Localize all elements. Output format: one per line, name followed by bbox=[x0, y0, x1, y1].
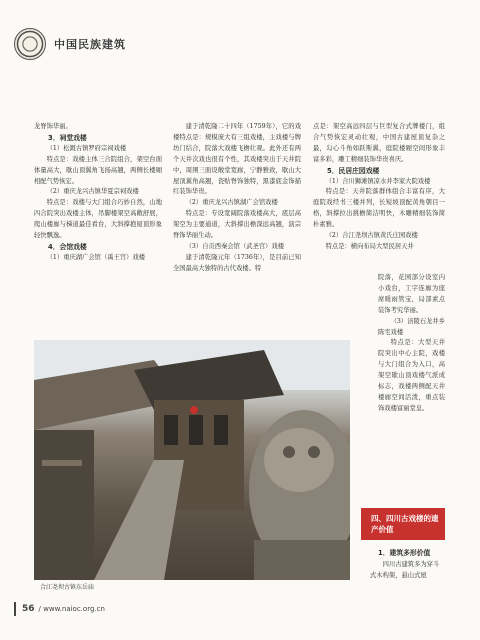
paragraph: 特点是：大型天井院突出中心主院，戏楼与大门组合为入口，高架空歇山顶戏楼气派成标志，戏楼两侧配天井楼廊空间活泼，重点装饰戏楼富丽堂皇。 bbox=[378, 339, 445, 412]
journal-title: 中国民族建筑 bbox=[54, 38, 126, 51]
column-1 bbox=[34, 122, 162, 264]
section-title-box: 四、四川古戏楼的遗产价值 bbox=[361, 508, 445, 540]
subsection-heading: 1．建筑多形价值 bbox=[378, 549, 431, 557]
page-footer bbox=[14, 602, 105, 616]
footer-separator: / bbox=[38, 605, 44, 613]
paragraph: 点是：架空高远四层与巨型复合式牌楼门，组合气势恢宏灵动壮观，中国古建屋顶复杂之最，勾心斗角如跃斯翼，庭院楼厢空间形象丰富多彩，雕工精细装饰华贵喜庆。 bbox=[313, 123, 445, 163]
paragraph: （2）重庆龙兴古镇湖广会馆戏楼 bbox=[185, 199, 278, 207]
page-header bbox=[14, 28, 126, 60]
paragraph: 特点是：天井院落群体组合丰富有序，大庭院戏经书三楼并列，长短坡顶配黄角朝目一格，斜撑拉出挑檐简洁明快，木雕精细装饰简朴素雅。 bbox=[313, 188, 445, 229]
page-number: 56 bbox=[22, 604, 35, 614]
paragraph: （1）合川狮滩镇凉水井李家大院戏楼 bbox=[325, 177, 431, 185]
paragraph: 建于清乾隆元年（1736年），是目前已知全国最高大独特的古代戏楼。特 bbox=[173, 253, 301, 272]
paragraph: 特点是：横向布局大型民居天井 bbox=[325, 242, 414, 250]
section-heading-3: 3．祠堂戏楼 bbox=[48, 133, 87, 142]
column-3-bottom bbox=[370, 548, 445, 581]
paragraph: （2）重庆龙兴古镇华夏宗祠戏楼 bbox=[46, 188, 139, 196]
paragraph: 四川古建筑多为穿斗式木构架，悬山式屋 bbox=[370, 561, 440, 579]
paragraph: 院落，花园部分设室内小戏台，工字连廊为座席暖雨管宝，局部素点装饰考究华丽。 bbox=[378, 274, 445, 314]
photo-caption: 合江尧坝古镇东岳庙 bbox=[40, 584, 95, 591]
section-heading-4: 4．会馆戏楼 bbox=[48, 242, 87, 251]
section-heading-5: 5．民居庄园戏楼 bbox=[327, 166, 380, 175]
paragraph: 特点是：戏楼与大门组合巧妙自然，山地四合院突出戏楼主体，吊脚楼架空高敞舒展，爬山楼廊与梯道最佳看台，大斜撑抱厦顶形象轻快飘逸。 bbox=[34, 199, 162, 240]
journal-emblem-icon bbox=[14, 28, 46, 60]
street-photo bbox=[34, 340, 350, 580]
column-3 bbox=[313, 122, 445, 272]
column-3-continued bbox=[378, 273, 445, 415]
paragraph: （2）合江尧坝古镇黄氏庄园戏楼 bbox=[325, 232, 418, 240]
paragraph: （1）松溉古镇罗府宗祠戏楼 bbox=[46, 144, 127, 152]
paragraph: （3）自贡西秦会馆（武圣宫）戏楼 bbox=[185, 242, 285, 250]
paragraph: （3）涪陵石龙井乡陈宅戏楼 bbox=[378, 317, 445, 336]
footer-url: www.naioc.org.cn bbox=[43, 605, 105, 613]
paragraph: 龙脊饰华丽。 bbox=[34, 123, 72, 130]
footer-divider bbox=[14, 602, 16, 616]
paragraph: 特点是：戏楼主体三合院组合，架空台面体量高大，歇山顶翼角飞扬高翘，两侧长楼厢相配气势恢宏。 bbox=[34, 155, 162, 185]
column-2 bbox=[173, 122, 301, 275]
paragraph: 特点是：专设宽阔院落戏楼高大，底层高架空为主要通道，大斜撑出檐深远高翘，演宗脊饰华丽生动。 bbox=[173, 210, 301, 240]
paragraph: 建于清乾隆二十四年（1759年），它的戏楼特点是：规模庞大有三组戏楼，主戏楼与牌坊门结合，院落大戏楼飞檐壮观。此外还有两个天井次戏也很有个性，其戏楼突出于天井院中，周围三面设敞堂宽廊，宁静雅致，歇山大屋顶翼角高翘，瓷贴脊饰独特，黑漆底金饰描红装饰华贵。 bbox=[173, 123, 301, 196]
paragraph: （1）重庆湖广会馆（禹王宫）戏楼 bbox=[46, 253, 146, 261]
photo-illustration bbox=[34, 340, 350, 580]
